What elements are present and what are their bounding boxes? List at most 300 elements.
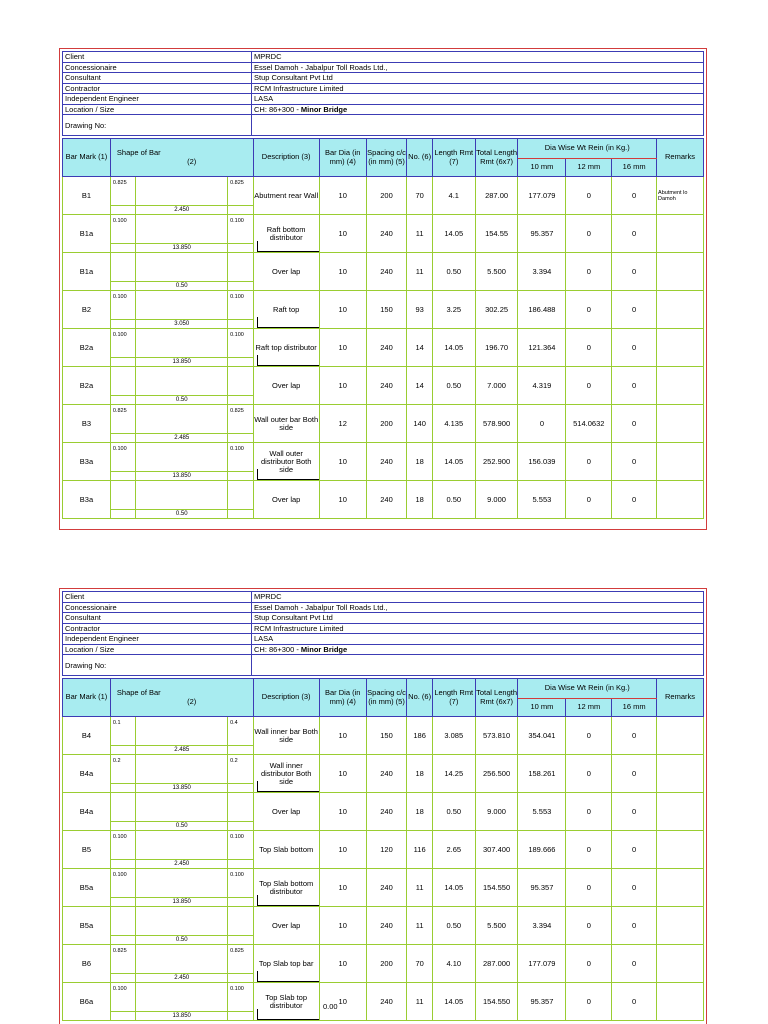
shape-dim-right [228,282,253,291]
header-value-text: LASA [254,94,274,104]
remarks [657,831,704,869]
shape-body [136,291,228,320]
bar-mark: B6 [63,945,111,983]
weight-10mm: 189.666 [518,831,566,869]
weight-12mm: 0 [566,443,612,481]
table-row [63,983,704,1012]
header-value [252,115,704,136]
table-row [63,405,704,434]
table-row [63,291,704,320]
bbs-sheet-2 [59,588,707,1024]
weight-16mm: 0 [612,367,657,405]
shape-right-leg [228,793,253,822]
bar-mark: B1a [63,253,111,291]
count: 11 [407,907,432,945]
total-length: 578.900 [475,405,518,443]
shape-dimension: 13.850 [136,244,228,253]
bar-mark: B5a [63,907,111,945]
bar-dia: 10 [319,717,366,755]
count: 18 [407,443,432,481]
shape-body [136,831,228,860]
header-value-bold: Minor Bridge [300,104,348,114]
header-value-text: RCM Infrastructure Limited [254,83,344,93]
col-12mm: 12 mm [566,159,612,177]
shape-body [136,869,228,898]
header-value [252,602,704,613]
shape-dim-right [228,320,253,329]
bar-mark: B6a [63,983,111,1021]
table-row [63,367,704,396]
weight-16mm: 0 [612,869,657,907]
header-label: Independent Engineer [63,94,252,105]
length: 0.50 [432,907,475,945]
description: Wall outer distributor Both side [253,443,319,481]
col-length: Length Rmt (7) [432,679,475,717]
shape-right-leg: 0.100 [228,831,253,860]
total-length: 256.500 [475,755,518,793]
shape-left-leg: 0.100 [110,215,135,244]
bar-dia: 10 [319,291,366,329]
description: Top Slab bottom [253,831,319,869]
shape-dimension: 0.50 [136,396,228,405]
weight-10mm: 186.488 [518,291,566,329]
bar-mark: B5a [63,869,111,907]
total-length: 307.400 [475,831,518,869]
weight-16mm: 0 [612,291,657,329]
overline-mark [253,405,319,406]
weight-12mm: 0 [566,983,612,1021]
shape-dim-left [110,822,135,831]
description: Over lap [253,481,319,519]
shape-dimension: 2.485 [136,434,228,443]
shape-dim-left [110,206,135,215]
total-length: 5.500 [475,907,518,945]
bbs-sheet-1 [59,48,707,530]
bar-mark: B4a [63,793,111,831]
spacing: 240 [366,481,407,519]
header-label: Drawing No: [63,655,252,676]
length: 3.085 [432,717,475,755]
remarks [657,907,704,945]
weight-12mm: 0 [566,291,612,329]
header-value-text: CH: 86+300 - [254,104,301,114]
remarks [657,443,704,481]
remarks [657,367,704,405]
col-remarks: Remarks [657,139,704,177]
spacing: 240 [366,869,407,907]
shape-dim-right [228,206,253,215]
col-spacing: Spacing c/c (in mm) (5) [366,139,407,177]
shape-dim-right [228,784,253,793]
overline-mark [253,907,319,908]
shape-dim-right [228,358,253,367]
bar-dia: 10 [319,755,366,793]
weight-10mm: 3.394 [518,907,566,945]
shape-dim-left [110,746,135,755]
weight-12mm: 0 [566,177,612,215]
bar-mark: B4a [63,755,111,793]
shape-right-leg: 0.825 [228,945,253,974]
shape-dim-right [228,1012,253,1021]
shape-body [136,253,228,282]
count: 186 [407,717,432,755]
length: 14.05 [432,443,475,481]
total-length: 154.55 [475,215,518,253]
shape-dimension: 3.050 [136,320,228,329]
shape-dim-right [228,746,253,755]
project-header [62,591,704,676]
bracket-mark [257,895,320,906]
total-length: 154.550 [475,869,518,907]
shape-dimension: 13.850 [136,1012,228,1021]
table-row [63,443,704,472]
shape-dimension: 2.450 [136,206,228,215]
shape-left-leg [110,907,135,936]
col-description: Description (3) [253,139,319,177]
description: Over lap [253,367,319,405]
shape-right-leg: 0.825 [228,405,253,434]
weight-12mm: 0 [566,793,612,831]
bracket-mark [257,241,320,252]
header-label: Client [63,52,252,63]
shape-dim-right [228,396,253,405]
weight-12mm: 0 [566,253,612,291]
bar-dia: 10 [319,945,366,983]
shape-body [136,177,228,206]
spacing: 240 [366,329,407,367]
shape-right-leg [228,367,253,396]
shape-dimension: 13.850 [136,784,228,793]
header-value [252,592,704,603]
overline-mark [253,481,319,482]
weight-16mm: 0 [612,983,657,1021]
col-shape-num: (2) [187,696,197,706]
remarks [657,215,704,253]
weight-16mm: 0 [612,253,657,291]
bar-mark: B2 [63,291,111,329]
bracket-mark [257,317,320,328]
overlay-value: 0.00 [323,1002,338,1011]
col-shape-label: Shape of Bar [116,148,161,157]
spacing: 240 [366,367,407,405]
weight-10mm: 354.041 [518,717,566,755]
count: 93 [407,291,432,329]
shape-body [136,215,228,244]
shape-left-leg: 0.1 [110,717,135,746]
weight-10mm: 95.357 [518,983,566,1021]
shape-left-leg: 0.100 [110,443,135,472]
spacing: 240 [366,215,407,253]
bar-dia: 10 [319,177,366,215]
remarks [657,291,704,329]
count: 11 [407,215,432,253]
bar-dia: 10 [319,253,366,291]
weight-16mm: 0 [612,793,657,831]
bracket-mark [257,971,320,982]
bar-dia: 10 [319,329,366,367]
header-label: Independent Engineer [63,634,252,645]
length: 14.05 [432,983,475,1021]
shape-dim-left [110,1012,135,1021]
weight-12mm: 0 [566,907,612,945]
col-12mm: 12 mm [566,699,612,717]
header-value [252,94,704,105]
remarks [657,945,704,983]
table-row [63,831,704,860]
col-bar-dia: Bar Dia (in mm) (4) [319,679,366,717]
table-row [63,329,704,358]
weight-12mm: 514.0632 [566,405,612,443]
description: Top Slab top distributor [253,983,319,1021]
description: Raft top [253,291,319,329]
weight-12mm: 0 [566,755,612,793]
bar-mark: B5 [63,831,111,869]
description: Over lap [253,907,319,945]
header-value-text: Essel Damoh - Jabalpur Toll Roads Ltd., [254,602,388,612]
length: 4.1 [432,177,475,215]
spacing: 150 [366,291,407,329]
shape-right-leg: 0.825 [228,177,253,206]
bar-mark: B3a [63,443,111,481]
shape-dim-left [110,358,135,367]
bar-dia: 10 [319,831,366,869]
description: Wall inner distributor Both side [253,755,319,793]
total-length: 5.500 [475,253,518,291]
remarks [657,329,704,367]
bar-mark: B2a [63,367,111,405]
weight-12mm: 0 [566,215,612,253]
count: 70 [407,177,432,215]
shape-dim-right [228,244,253,253]
description: Raft top distributor [253,329,319,367]
bar-mark: B3 [63,405,111,443]
shape-left-leg [110,253,135,282]
weight-12mm: 0 [566,717,612,755]
weight-12mm: 0 [566,869,612,907]
shape-right-leg: 0.100 [228,983,253,1012]
header-value [252,634,704,645]
col-10mm: 10 mm [518,699,566,717]
bar-dia: 12 [319,405,366,443]
col-16mm: 16 mm [612,699,657,717]
total-length: 287.000 [475,945,518,983]
count: 14 [407,367,432,405]
shape-left-leg: 0.825 [110,177,135,206]
count: 140 [407,405,432,443]
remarks [657,869,704,907]
shape-left-leg: 0.100 [110,983,135,1012]
weight-10mm: 5.553 [518,793,566,831]
header-label: Consultant [63,613,252,624]
header-label: Client [63,592,252,603]
col-shape-label: Shape of Bar [116,688,161,697]
shape-dim-left [110,936,135,945]
bar-mark: B3a [63,481,111,519]
length: 0.50 [432,253,475,291]
header-value-text: Stup Consultant Pvt Ltd [254,73,333,83]
spacing: 240 [366,983,407,1021]
col-bar-mark: Bar Mark (1) [63,139,111,177]
shape-body [136,367,228,396]
col-bar-dia: Bar Dia (in mm) (4) [319,139,366,177]
length: 14.25 [432,755,475,793]
total-length: 302.25 [475,291,518,329]
col-remarks: Remarks [657,679,704,717]
shape-dim-left [110,282,135,291]
total-length: 154.550 [475,983,518,1021]
total-length: 9.000 [475,481,518,519]
table-row [63,793,704,822]
shape-left-leg: 0.2 [110,755,135,784]
shape-dim-right [228,822,253,831]
weight-16mm: 0 [612,405,657,443]
count: 11 [407,983,432,1021]
weight-16mm: 0 [612,329,657,367]
weight-10mm: 158.261 [518,755,566,793]
bar-bending-schedule-table [62,678,704,1021]
weight-10mm: 95.357 [518,215,566,253]
shape-body [136,907,228,936]
weight-10mm: 177.079 [518,177,566,215]
header-value-text: Essel Damoh - Jabalpur Toll Roads Ltd., [254,62,388,72]
col-spacing: Spacing c/c (in mm) (5) [366,679,407,717]
weight-16mm: 0 [612,755,657,793]
shape-dim-left [110,860,135,869]
bar-mark: B4 [63,717,111,755]
shape-dimension: 2.485 [136,746,228,755]
description: Raft bottom distributor [253,215,319,253]
shape-dim-right [228,936,253,945]
remarks [657,755,704,793]
weight-16mm: 0 [612,481,657,519]
shape-dim-left [110,784,135,793]
weight-10mm: 3.394 [518,253,566,291]
length: 14.05 [432,869,475,907]
col-bar-mark: Bar Mark (1) [63,679,111,717]
shape-right-leg [228,253,253,282]
weight-12mm: 0 [566,367,612,405]
bar-dia: 10 [319,907,366,945]
col-no: No. (6) [407,139,432,177]
count: 14 [407,329,432,367]
shape-left-leg [110,793,135,822]
table-row [63,945,704,974]
bar-dia: 10 [319,869,366,907]
description: Wall outer bar Both side [253,405,319,443]
total-length: 7.000 [475,367,518,405]
overline-mark [253,367,319,368]
col-total-length: Total Length Rmt (6x7) [475,679,518,717]
shape-dim-right [228,898,253,907]
length: 3.25 [432,291,475,329]
total-length: 573.810 [475,717,518,755]
bar-dia: 10 [319,367,366,405]
shape-body [136,983,228,1012]
shape-right-leg: 0.2 [228,755,253,784]
shape-body [136,443,228,472]
remarks [657,481,704,519]
remarks [657,405,704,443]
count: 18 [407,793,432,831]
shape-left-leg: 0.825 [110,945,135,974]
bar-dia: 10 [319,443,366,481]
shape-body [136,329,228,358]
shape-left-leg: 0.100 [110,831,135,860]
count: 18 [407,481,432,519]
header-value [252,62,704,73]
weight-10mm: 121.364 [518,329,566,367]
shape-body [136,405,228,434]
bar-mark: B1a [63,215,111,253]
total-length: 196.70 [475,329,518,367]
shape-dim-left [110,244,135,253]
count: 116 [407,831,432,869]
col-dia-wise-group: Dia Wise Wt Rein (in Kg.) [518,139,657,159]
shape-body [136,945,228,974]
header-label: Location / Size [63,104,252,115]
overline-mark [253,793,319,794]
shape-dim-left [110,472,135,481]
table-row [63,481,704,510]
project-header [62,51,704,136]
header-value-text: RCM Infrastructure Limited [254,623,344,633]
length: 0.50 [432,367,475,405]
shape-dim-right [228,434,253,443]
weight-10mm: 0 [518,405,566,443]
table-row [63,253,704,282]
shape-dim-left [110,320,135,329]
col-shape [110,679,253,717]
count: 18 [407,755,432,793]
shape-right-leg: 0.100 [228,869,253,898]
bar-mark: B1 [63,177,111,215]
shape-dimension: 0.50 [136,510,228,519]
shape-left-leg: 0.100 [110,291,135,320]
weight-16mm: 0 [612,907,657,945]
header-value [252,52,704,63]
shape-left-leg: 0.100 [110,869,135,898]
table-row [63,215,704,244]
shape-dimension: 2.450 [136,860,228,869]
length: 2.65 [432,831,475,869]
shape-dimension: 13.850 [136,472,228,481]
shape-dim-left [110,510,135,519]
shape-left-leg [110,481,135,510]
bar-mark: B2a [63,329,111,367]
shape-right-leg: 0.100 [228,329,253,358]
shape-dimension: 0.50 [136,822,228,831]
header-value-text: MPRDC [254,592,282,602]
header-label: Consultant [63,73,252,84]
length: 14.05 [432,329,475,367]
bracket-mark [257,469,320,480]
bracket-mark [257,781,320,792]
spacing: 240 [366,907,407,945]
length: 4.135 [432,405,475,443]
header-label: Contractor [63,83,252,94]
remarks: Abutment lo Damoh [657,177,704,215]
description: Over lap [253,793,319,831]
spacing: 240 [366,443,407,481]
weight-10mm: 156.039 [518,443,566,481]
shape-dim-right [228,510,253,519]
shape-right-leg: 0.100 [228,215,253,244]
header-label: Concessionaire [63,62,252,73]
table-row [63,755,704,784]
col-shape [110,139,253,177]
length: 4.10 [432,945,475,983]
header-value [252,73,704,84]
